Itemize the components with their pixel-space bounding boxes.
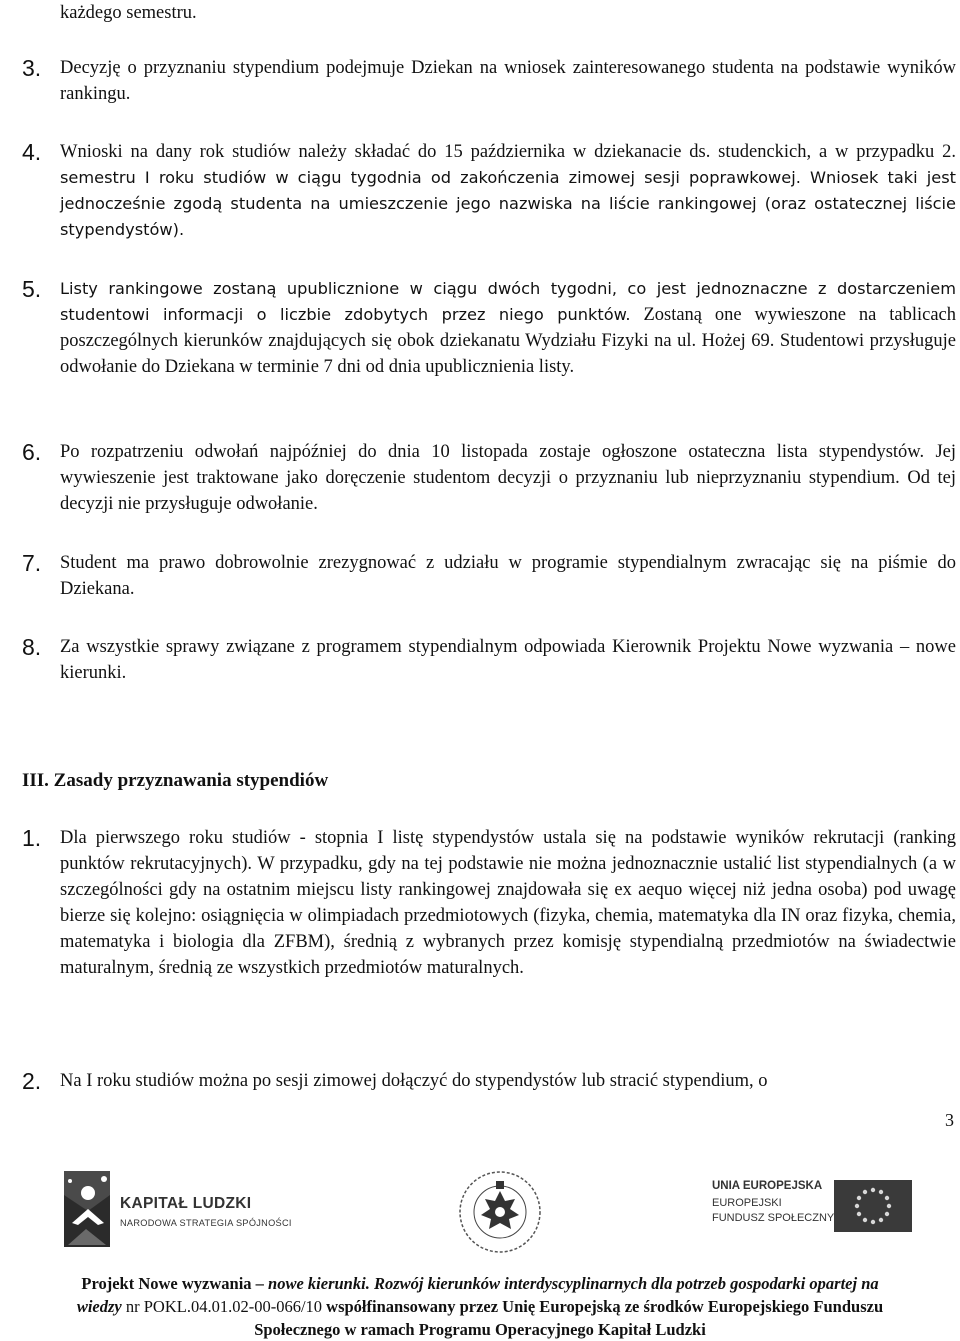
paragraph-item-6: Po rozpatrzeniu odwołań najpóźniej do dnia 10 listopada zostaje ogłoszone ostateczna lista stypendystów. Jej wywieszenie jest traktowane jako doręczenie studentom decyzji o przyznaniu lub nieprzyznaniu stypendium. Od tej decyzji nie przysługuje odwołanie. — [60, 442, 956, 514]
item-number-7: 7. — [22, 550, 42, 576]
paragraph-item-5 — [60, 276, 956, 380]
eu-flag-icon — [834, 1180, 912, 1232]
kapital-ludzki-logo — [58, 1165, 308, 1255]
section-heading: III. Zasady przyznawania stypendiów — [22, 770, 329, 791]
item-number-8: 8. — [22, 634, 42, 660]
item-4-text-b: semestru I roku studiów w ciągu tygodnia od zakończenia zimowej sesji poprawkowej. Wniosek taki jest jednocześnie zgodą studenta na umieszczenie jego nazwiska na liście rankingowej (oraz ostatecznej liście stypendystów). — [60, 168, 956, 239]
kapital-ludzki-subtitle: NARODOWA STRATEGIA SPÓJNOŚCI — [120, 1218, 292, 1228]
item-number-3: 3. — [22, 55, 42, 81]
section-item-number-2: 2. — [22, 1068, 42, 1094]
footer-line-2 — [0, 1295, 960, 1318]
paragraph-intro: każdego semestru. — [60, 3, 197, 23]
university-warsaw-seal-icon — [455, 1165, 545, 1260]
item-5-text-b: Zostaną one wywieszone na tablicach poszczególnych kierunków znajdujących się obok dziekanatu Wydziału Fizyki na ul. Hożej 69. Studentowi przysługuje odwołanie do Dziekana w terminie 7 dni od dnia upublicznienia listy. — [60, 305, 957, 377]
footer-line-2a: wiedzy — [76, 1297, 122, 1316]
kapital-ludzki-emblem-icon — [58, 1165, 116, 1253]
paragraph-item-3: Decyzję o przyznaniu stypendium podejmuje Dziekan na wniosek zainteresowanego studenta na podstawie wyników rankingu. — [60, 58, 956, 104]
footer-line-2c: współfinansowany przez Unię Europejską ze środków Europejskiego Funduszu — [326, 1297, 884, 1316]
kapital-ludzki-title: KAPITAŁ LUDZKI — [120, 1195, 252, 1212]
paragraph-item-7: Student ma prawo dobrowolnie zrezygnować z udziału w programie stypendialnym zwracając się na piśmie do Dziekana. — [60, 553, 956, 599]
eu-line-1: UNIA EUROPEJSKA — [712, 1180, 823, 1192]
item-number-6: 6. — [22, 439, 42, 465]
item-number-5: 5. — [22, 276, 42, 302]
section-item-number-1: 1. — [22, 825, 42, 851]
paragraph-section-item-1: Dla pierwszego roku studiów - stopnia I listę stypendystów ustala się na podstawie wyników rekrutacji (ranking punktów rekrutacyjnych). W przypadku, gdy na tej podstawie nie można jednoznacznie ustalić list stypendialnych (a w szczególności gdy na ostatnim miejscu listy rankingowej znajdowała się ex aequo więcej niż jedna osoba) pod uwagę bierze się kolejno: osiągnięcia w olimpiadach przedmiotowych (fizyka, chemia, matematyka dla IN oraz fizyka, chemia, matematyka i biologia dla ZFBM), średnią z wybranych przez komisję stypendialną przedmiotów na świadectwie maturalnym, średnią ze wszystkich przedmiotów maturalnych. — [60, 828, 956, 978]
item-number-4: 4. — [22, 139, 42, 165]
item-4-text-a: Wnioski na dany rok studiów należy składać do 15 października w dziekanacie ds. studenckich, a w przypadku 2. — [60, 142, 956, 162]
university-seal-logo — [455, 1165, 545, 1260]
eu-line-2: EUROPEJSKI — [712, 1197, 782, 1209]
paragraph-item-4 — [60, 139, 956, 243]
item-5-text-a: Listy rankingowe zostaną upublicznione w ciągu dwóch tygodni, co jest jednoznaczne z dostarczeniem studentowi informacji o liczbie zdobytych przez niego punktów. — [60, 279, 956, 324]
footer-line-1b: nowe kierunki. Rozwój kierunków interdyscyplinarnych dla potrzeb gospodarki opartej na — [268, 1274, 879, 1293]
paragraph-section-item-2: Na I roku studiów można po sesji zimowej dołączyć do stypendystów lub stracić stypendium, o — [60, 1071, 768, 1091]
logo-bar — [0, 1160, 960, 1270]
footer-line-1a: Projekt Nowe wyzwania – — [81, 1274, 269, 1293]
eu-logo — [706, 1180, 956, 1250]
footer-line-1 — [0, 1272, 960, 1295]
paragraph-item-8: Za wszystkie sprawy związane z programem stypendialnym odpowiada Kierownik Projektu Nowe wyzwania – nowe kierunki. — [60, 637, 956, 683]
footer-line-2b: nr POKL.04.01.02-00-066/10 — [121, 1297, 327, 1316]
footer — [0, 1272, 960, 1341]
footer-line-3: Społecznego w ramach Programu Operacyjnego Kapitał Ludzki — [254, 1320, 706, 1339]
page-number: 3 — [945, 1110, 954, 1130]
eu-line-3: FUNDUSZ SPOŁECZNY — [712, 1212, 835, 1224]
